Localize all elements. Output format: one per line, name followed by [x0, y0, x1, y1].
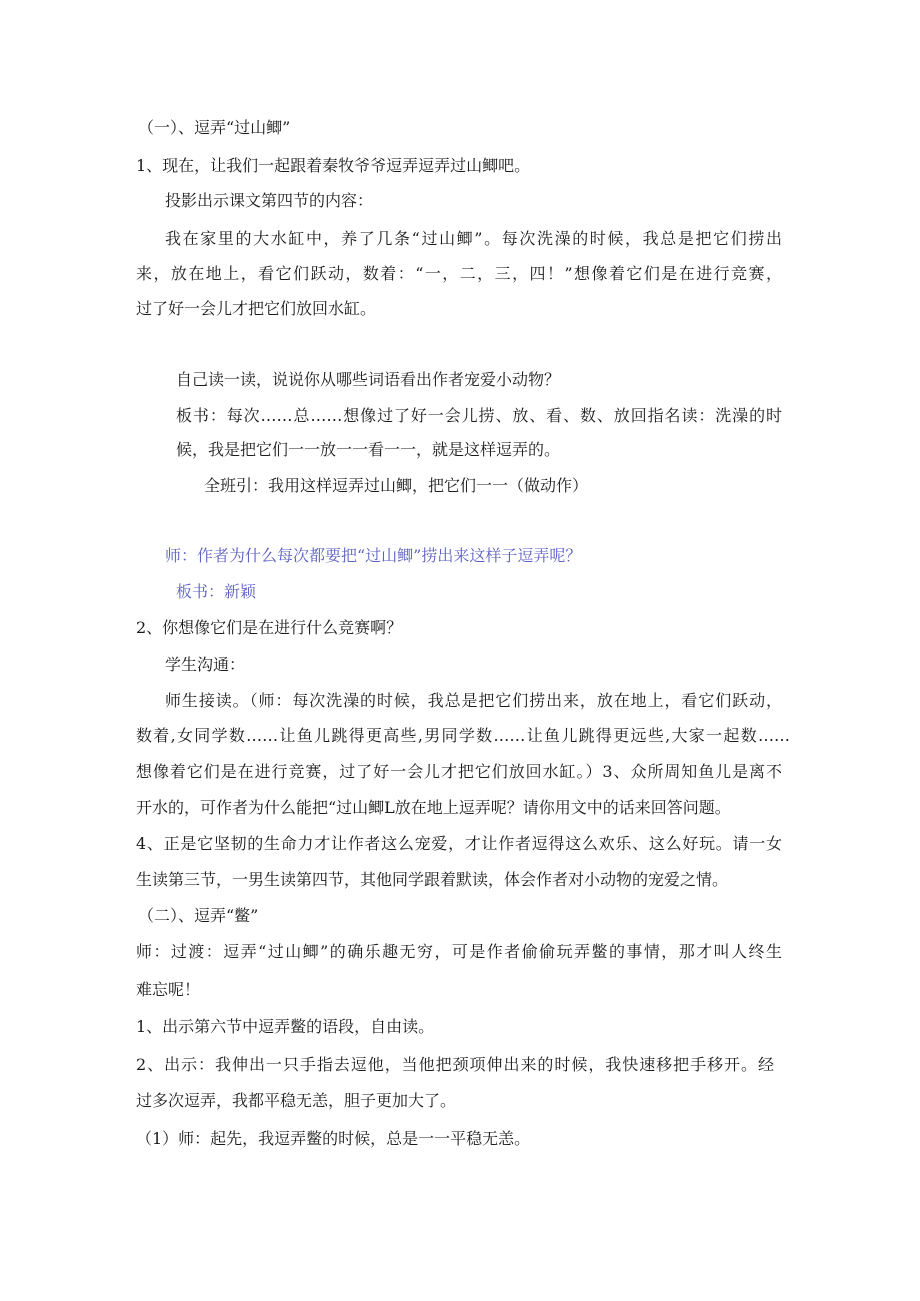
section-heading-1: （一）、逗弄“过山鲫”	[138, 118, 291, 137]
board-note-line: 板书：每次……总……想像过了好一会儿捞、放、看、数、放回指名读：洗澡的时	[176, 406, 782, 425]
paragraph-line: 难忘呢！	[136, 980, 201, 999]
board-note: 板书：新颖	[176, 582, 257, 601]
paragraph-line: 1、现在，让我们一起跟着秦牧爷爷逗弄逗弄过山鲫吧。	[136, 156, 531, 175]
quote-line: 我在家里的大水缸中，养了几条“过山鲫”。每次洗澡的时候，我总是把它们捞出	[165, 229, 782, 248]
section-heading-2: （二）、逗弄“鳖”	[138, 906, 259, 925]
paragraph-line: 过多次逗弄，我都平稳无恙，胆子更加大了。	[136, 1091, 457, 1110]
paragraph-line: 数着,女同学数……让鱼儿跳得更高些,男同学数……让鱼儿跳得更远些,大家一起数……	[136, 726, 790, 745]
paragraph-line: 全班引：我用这样逗弄过山鲫，把它们一一（做动作）	[204, 476, 589, 495]
paragraph-line: 自己读一读，说说你从哪些词语看出作者宠爱小动物？	[176, 370, 561, 389]
quote-line: 过了好一会儿才把它们放回水缸。	[136, 299, 377, 318]
paragraph-line: 生读第三节，一男生读第四节，其他同学跟着默读，体会作者对小动物的宠爱之情。	[136, 870, 729, 889]
paragraph-line: 4、正是它坚韧的生命力才让作者这么宠爱，才让作者逗得这么欢乐、这么好玩。请一女	[136, 834, 782, 853]
paragraph-line: 学生沟通：	[165, 655, 246, 674]
paragraph-line: 想像着它们是在进行竞赛，过了好一会儿才把它们放回水缸。）3、众所周知鱼儿是离不	[136, 762, 782, 781]
paragraph-line: 开水的，可作者为什么能把“过山鲫L放在地上逗弄呢？请你用文中的话来回答问题。	[136, 798, 731, 817]
paragraph-line: 2、出示：我伸出一只手指去逗他，当他把颈项伸出来的时候，我快速移把手移开。经	[136, 1055, 774, 1074]
paragraph-line: 投影出示课文第四节的内容：	[165, 191, 374, 210]
paragraph-line: 师：过渡：逗弄“过山鲫”的确乐趣无穷，可是作者偷偷玩弄鳖的事情，那才叫人终生	[136, 942, 782, 961]
board-note-line: 候，我是把它们一一放一一看一一，就是这样逗弄的。	[176, 440, 561, 459]
quote-line: 来，放在地上，看它们跃动，数着：“一，二，三，四！”想像着它们是在进行竞赛，	[136, 264, 782, 283]
paragraph-line: 2、你想像它们是在进行什么竞赛啊？	[136, 618, 403, 637]
paragraph-line: 1、出示第六节中逗弄鳖的语段，自由读。	[136, 1017, 435, 1036]
teacher-question: 师：作者为什么每次都要把“过山鲫”捞出来这样子逗弄呢？	[165, 546, 582, 565]
paragraph-line: 师生接读。（师：每次洗澡的时候，我总是把它们捞出来，放在地上，看它们跃动，	[165, 691, 782, 710]
paragraph-line: （1）师：起先，我逗弄鳖的时候，总是一一平稳无恙。	[136, 1129, 531, 1148]
